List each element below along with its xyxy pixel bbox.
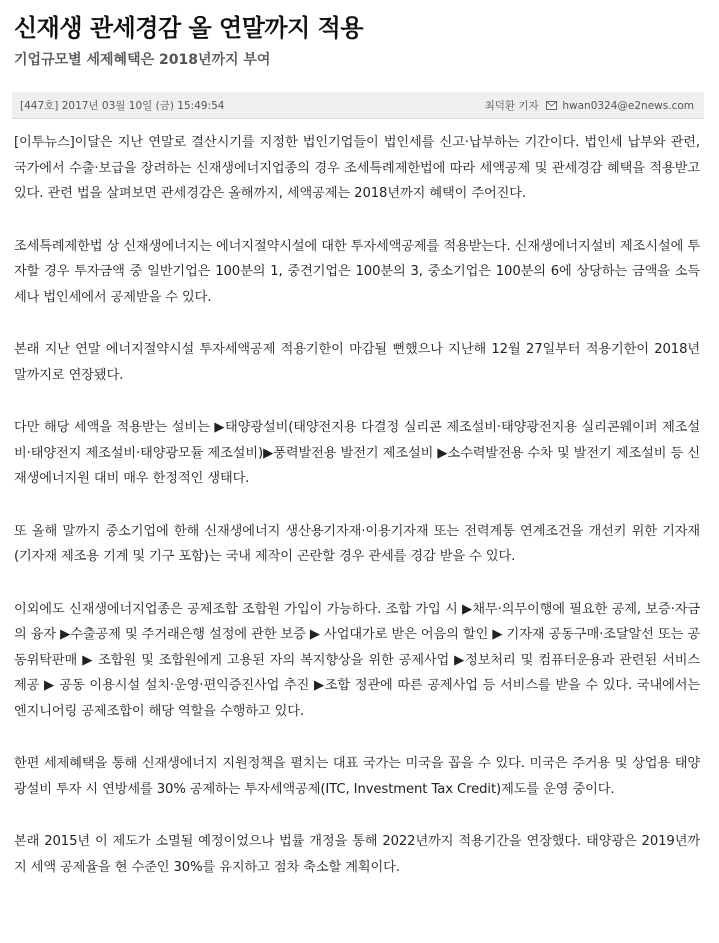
- reporter-email-link[interactable]: hwan0324@e2news.com: [562, 100, 694, 112]
- mail-icon[interactable]: [546, 101, 557, 113]
- byline: [485, 98, 694, 113]
- article-paragraph: 본래 지난 연말 에너지절약시설 투자세액공제 적용기한이 마감될 뻔했으나 지난해 12월 27일부터 적용기한이 2018년 말까지로 연장됐다.: [14, 342, 700, 383]
- reporter-name: 최덕환 기자: [484, 100, 539, 112]
- article-body: [14, 130, 700, 907]
- article-paragraph: [이투뉴스]이달은 지난 연말로 결산시기를 지정한 법인기업들이 법인세를 신고·납부하는 기간이다. 법인세 납부와 관련, 국가에서 수출·보급을 장려하는 신재생에너지업종의 경우 조세특례제한법에 따라 세액공제 및 관세경감 혜택을 적용받고 있다. 관련 법을 살펴보면 관세경감은 올해까지, 세액공제는 2018년까지 혜택이 주어진다.: [14, 135, 700, 201]
- article-paragraph: 한편 세제혜택을 통해 신재생에너지 지원정책을 펼치는 대표 국가는 미국을 꼽을 수 있다. 미국은 주거용 및 상업용 태양광설비 투자 시 연방세를 30% 공제하는 투자세액공제(ITC, Investment Tax Credit)제도를 운영 중이다.: [14, 756, 700, 797]
- article-meta-bar: [12, 92, 704, 119]
- issue-date: [447호] 2017년 03월 10일 (금) 15:49:54: [20, 100, 225, 112]
- article-paragraph: 이외에도 신재생에너지업종은 공제조합 조합원 가입이 가능하다. 조합 가입 시 ▶채무·의무이행에 필요한 공제, 보증·자금의 융자 ▶수출공제 및 주거래은행 설정에 관한 보증 ▶ 사업대가로 받은 어음의 할인 ▶ 기자재 공동구매·조달알선 또는 공동위탁판매 ▶ 조합원 및 조합원에게 고용된 자의 복지향상을 위한 공제사업 ▶정보처리 및 컴퓨터운용과 관련된 서비스 제공 ▶ 공동 이용시설 설치·운영·편익증진사업 추진 ▶조합 정관에 따른 공제사업 등 서비스를 받을 수 있다. 국내에서는 엔지니어링 공제조합이 해당 역할을 수행하고 있다.: [14, 601, 700, 719]
- article-paragraph: 조세특례제한법 상 신재생에너지는 에너지절약시설에 대한 투자세액공제를 적용받는다. 신재생에너지설비 제조시설에 투자할 경우 투자금액 중 일반기업은 100분의 1, 중견기업은 100분의 3, 중소기업은 100분의 6에 상당하는 금액을 소득세나 법인세에서 공제받을 수 있다.: [14, 238, 700, 305]
- article-headline: 신재생 관세경감 올 연말까지 적용: [14, 14, 363, 42]
- article-subheadline: 기업규모별 세제혜택은 2018년까지 부여: [14, 52, 271, 68]
- article-paragraph: 본래 2015년 이 제도가 소멸될 예정이었으나 법률 개정을 통해 2022년까지 적용기간을 연장했다. 태양광은 2019년까지 세액 공제율을 현 수준인 30%를 유지하고 점차 축소할 계획이다.: [14, 834, 700, 875]
- article-paragraph: 또 올해 말까지 중소기업에 한해 신재생에너지 생산용기자재·이용기자재 또는 전력계통 연계조건을 개선키 위한 기자재(기자재 제조용 기계 및 기구 포함)는 국내 제작이 곤란할 경우 관세를 경감 받을 수 있다.: [14, 523, 700, 564]
- article-paragraph: 다만 해당 세액을 적용받는 설비는 ▶태양광설비(태양전지용 다결정 실리콘 제조설비·태양광전지용 실리콘웨이퍼 제조설비·태양전지 제조설비·태양광모듈 제조설비)▶풍력발전용 발전기 제조설비 ▶소수력발전용 수차 및 발전기 제조설비 등 신재생에너지원 대비 매우 한정적인 생태다.: [14, 420, 700, 486]
